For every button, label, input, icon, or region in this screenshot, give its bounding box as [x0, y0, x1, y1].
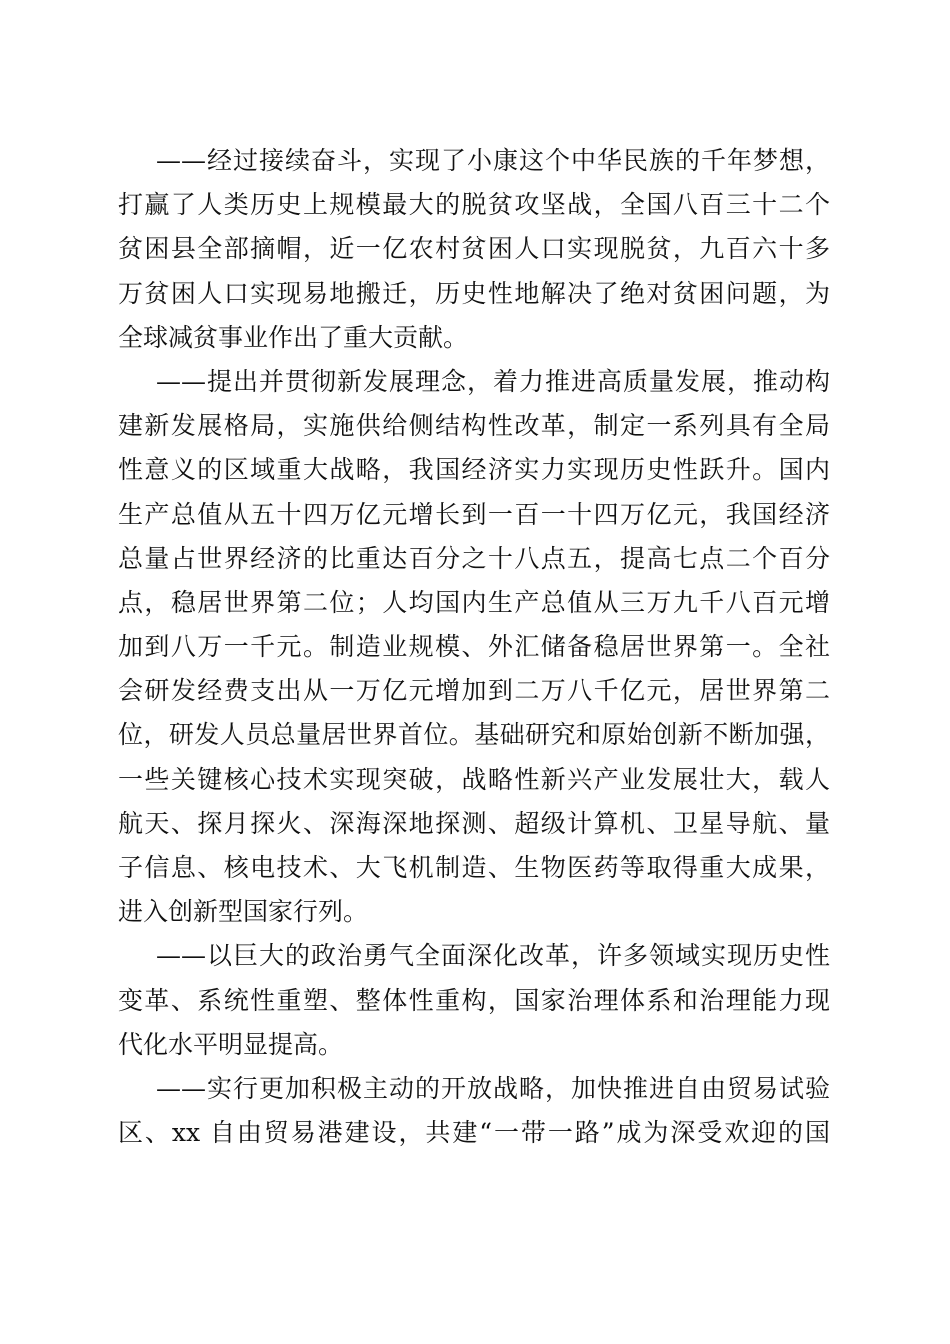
text-line: 区、xx 自由贸易港建设，共建“一带一路”成为深受欢迎的国: [118, 1118, 830, 1148]
text-line: 位，研发人员总量居世界首位。基础研究和原始创新不断加强，: [118, 720, 830, 750]
text-line: 打赢了人类历史上规模最大的脱贫攻坚战，全国八百三十二个: [118, 190, 830, 220]
text-line: 生产总值从五十四万亿元增长到一百一十四万亿元，我国经济: [118, 499, 830, 529]
text-line: 万贫困人口实现易地搬迁，历史性地解决了绝对贫困问题，为: [118, 278, 830, 308]
paragraph-opening-up: [118, 1067, 830, 1155]
text-line: 性意义的区域重大战略，我国经济实力实现历史性跃升。国内: [118, 455, 830, 485]
text-line: 进入创新型国家行列。: [118, 897, 369, 927]
document-body: [118, 139, 830, 1155]
text-line: 会研发经费支出从一万亿元增加到二万八千亿元，居世界第二: [118, 676, 830, 706]
paragraph-poverty: [118, 139, 830, 360]
text-line: 建新发展格局，实施供给侧结构性改革，制定一系列具有全局: [118, 411, 830, 441]
text-line: ——经过接续奋斗，实现了小康这个中华民族的千年梦想，: [156, 146, 830, 175]
text-line: 加到八万一千元。制造业规模、外汇储备稳居世界第一。全社: [118, 632, 830, 662]
text-line: 总量占世界经济的比重达百分之十八点五，提高七点二个百分: [118, 543, 830, 573]
text-line: 子信息、核电技术、大飞机制造、生物医药等取得重大成果，: [118, 853, 830, 882]
text-line: ——提出并贯彻新发展理念，着力推进高质量发展，推动构: [156, 366, 830, 396]
text-line: 点，稳居世界第二位；人均国内生产总值从三万九千八百元增: [118, 587, 830, 617]
text-line: 全球减贫事业作出了重大贡献。: [118, 322, 469, 352]
text-line: 代化水平明显提高。: [118, 1029, 344, 1059]
paragraph-reform: [118, 934, 830, 1067]
text-line: 一些关键核心技术实现突破，战略性新兴产业发展壮大，载人: [118, 764, 830, 794]
text-line: 贫困县全部摘帽，近一亿农村贫困人口实现脱贫，九百六十多: [118, 234, 830, 264]
paragraph-economy: [118, 360, 830, 934]
text-line: ——实行更加积极主动的开放战略，加快推进自由贸易试验: [156, 1073, 830, 1103]
text-line: ——以巨大的政治勇气全面深化改革，许多领域实现历史性: [156, 941, 830, 971]
text-line: 变革、系统性重塑、整体性重构，国家治理体系和治理能力现: [118, 985, 830, 1015]
text-line: 航天、探月探火、深海深地探测、超级计算机、卫星导航、量: [118, 808, 830, 838]
